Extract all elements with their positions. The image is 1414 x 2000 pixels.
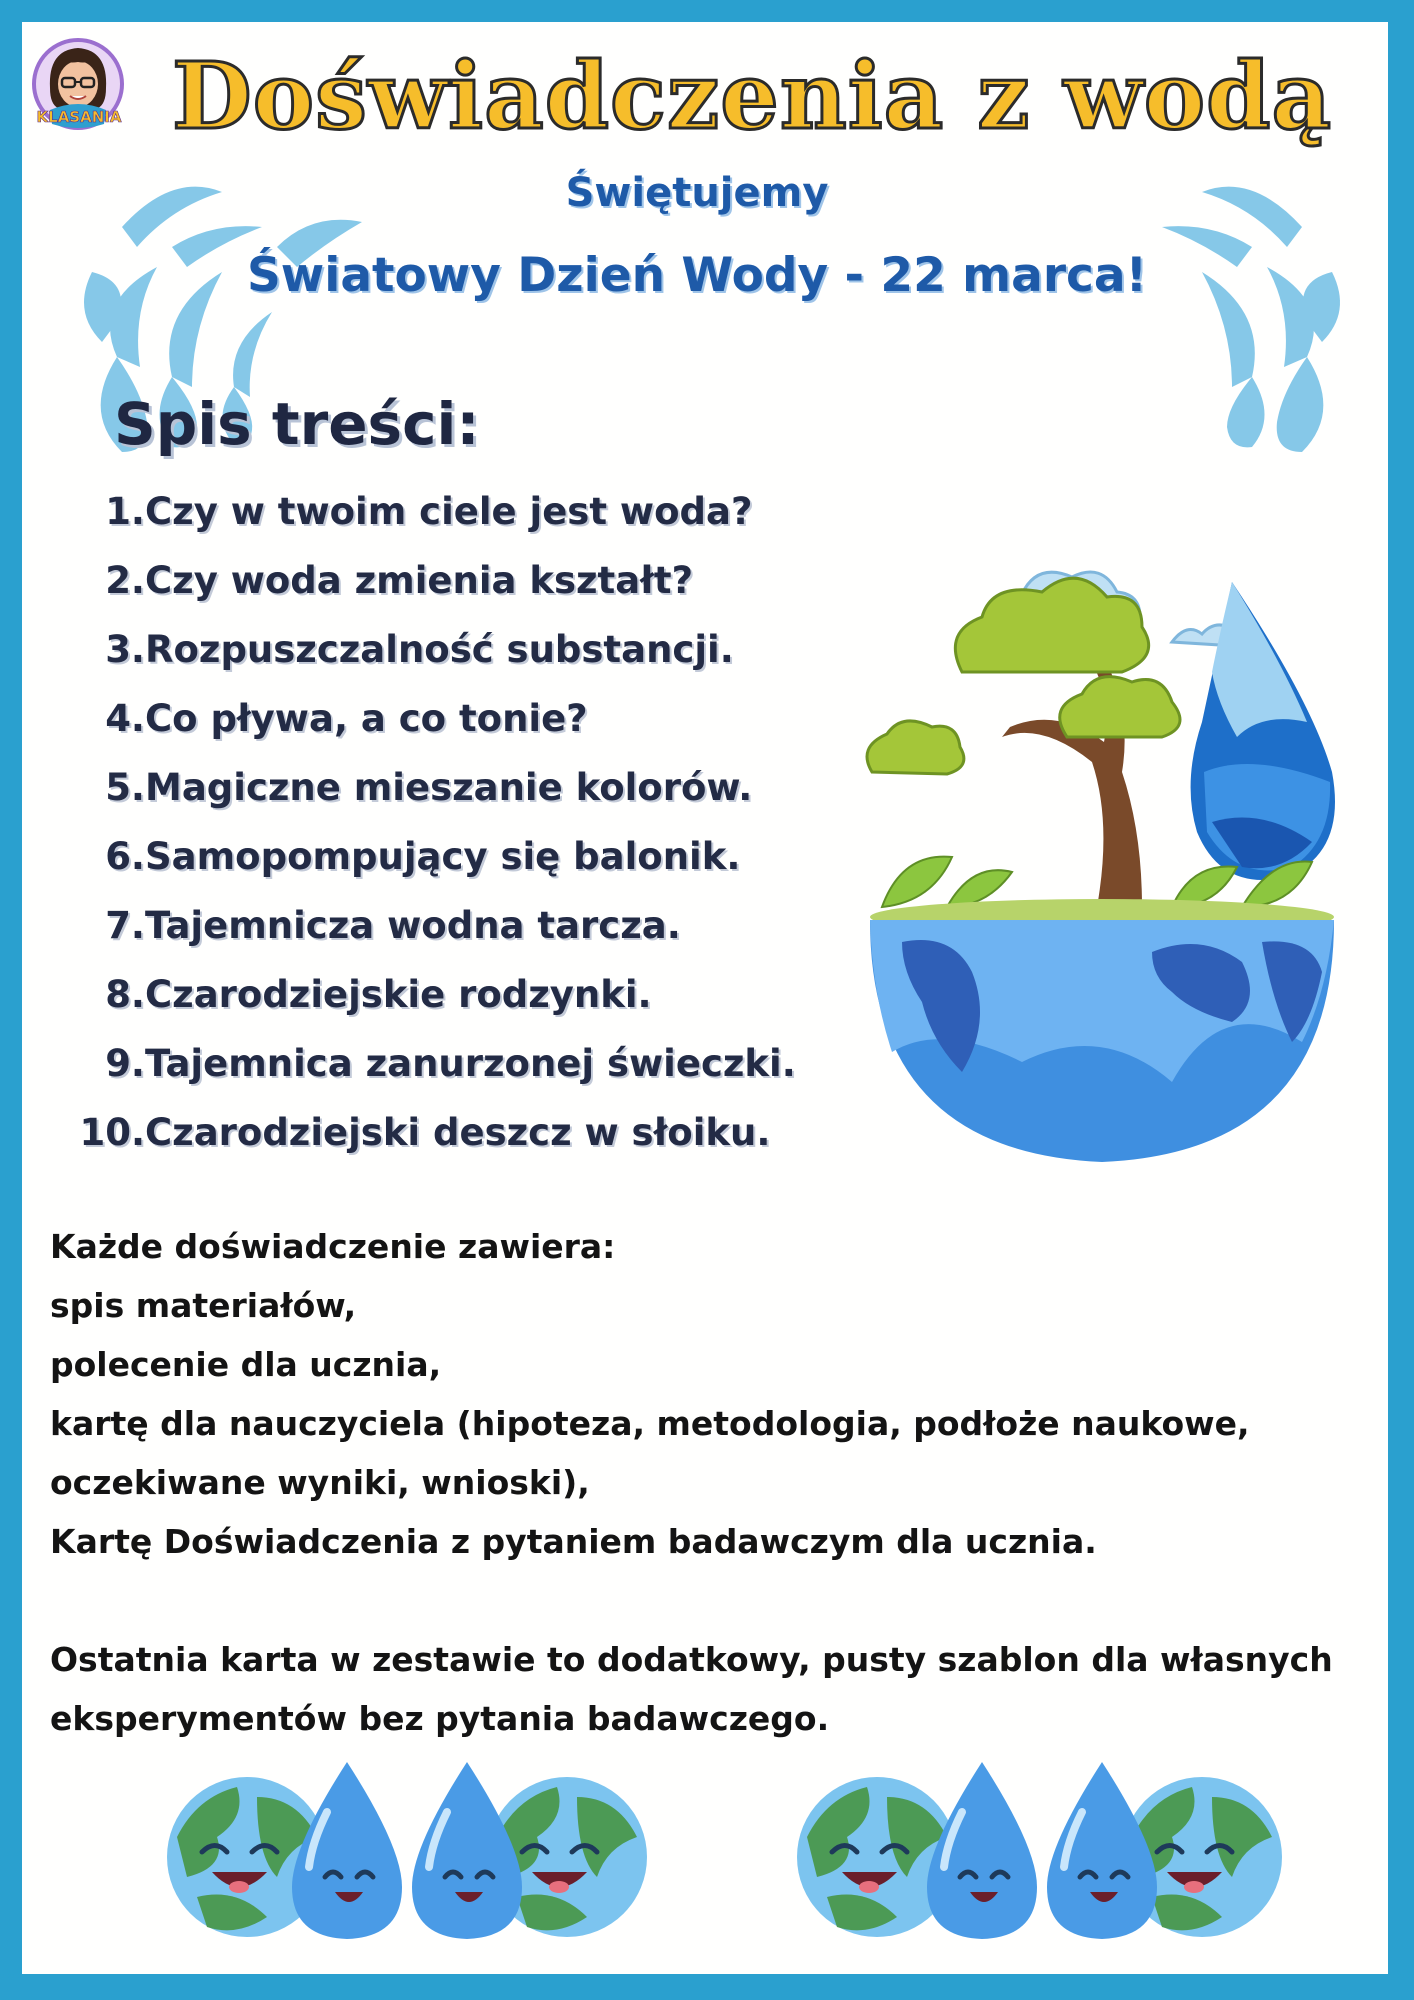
info-line: Kartę Doświadczenia z pytaniem badawczym dla ucznia.: [50, 1522, 1097, 1561]
toc-item: 7.Tajemnicza wodna tarcza.: [105, 904, 681, 947]
earth-hugging-drop-icon: [797, 1762, 1037, 1939]
poster-page: [22, 22, 1388, 1974]
toc-item: 4.Co pływa, a co tonie?: [105, 697, 588, 740]
info-line: spis materiałów,: [50, 1286, 357, 1325]
toc-item: 6.Samopompujący się balonik.: [105, 835, 741, 878]
toc-list: [52, 484, 796, 1174]
info-line: oczekiwane wyniki, wnioski),: [50, 1463, 590, 1502]
toc-heading: Spis treści:: [114, 390, 480, 458]
toc-item: 8.Czarodziejskie rodzynki.: [105, 973, 652, 1016]
info-section: [50, 1217, 1370, 1748]
toc-item: 5.Magiczne mieszanie kolorów.: [105, 766, 753, 809]
earth-drop-footer: [137, 1757, 1337, 1947]
note-line: Ostatnia karta w zestawie to dodatkowy, pusty szablon dla własnych: [50, 1640, 1333, 1679]
info-line: kartę dla nauczyciela (hipoteza, metodologia, podłoże naukowe,: [50, 1404, 1250, 1443]
info-line: Każde doświadczenie zawiera:: [50, 1227, 616, 1266]
toc-item: 9.Tajemnica zanurzonej świeczki.: [105, 1042, 796, 1085]
toc-item: 10.Czarodziejski deszcz w słoiku.: [79, 1111, 771, 1154]
toc-item: 2.Czy woda zmienia kształt?: [105, 559, 694, 602]
toc-item: 1.Czy w twoim ciele jest woda?: [105, 490, 753, 533]
toc-item: 3.Rozpuszczalność substancji.: [105, 628, 734, 671]
earth-hugging-drop-icon: [167, 1762, 402, 1939]
logo-text: KLASANIA: [36, 108, 122, 126]
note-line: eksperymentów bez pytania badawczego.: [50, 1699, 830, 1738]
info-line: polecenie dla ucznia,: [50, 1345, 442, 1384]
subtitle-line-2: Światowy Dzień Wody - 22 marca!: [246, 248, 1148, 303]
tree-earth-drop-illustration: [842, 522, 1362, 1162]
page-title: Doświadczenia z wodą: [172, 42, 1333, 150]
subtitle-line-1: Świętujemy: [565, 170, 829, 216]
earth-hugging-drop-icon: [1047, 1762, 1282, 1939]
earth-hugging-drop-icon: [412, 1762, 647, 1939]
